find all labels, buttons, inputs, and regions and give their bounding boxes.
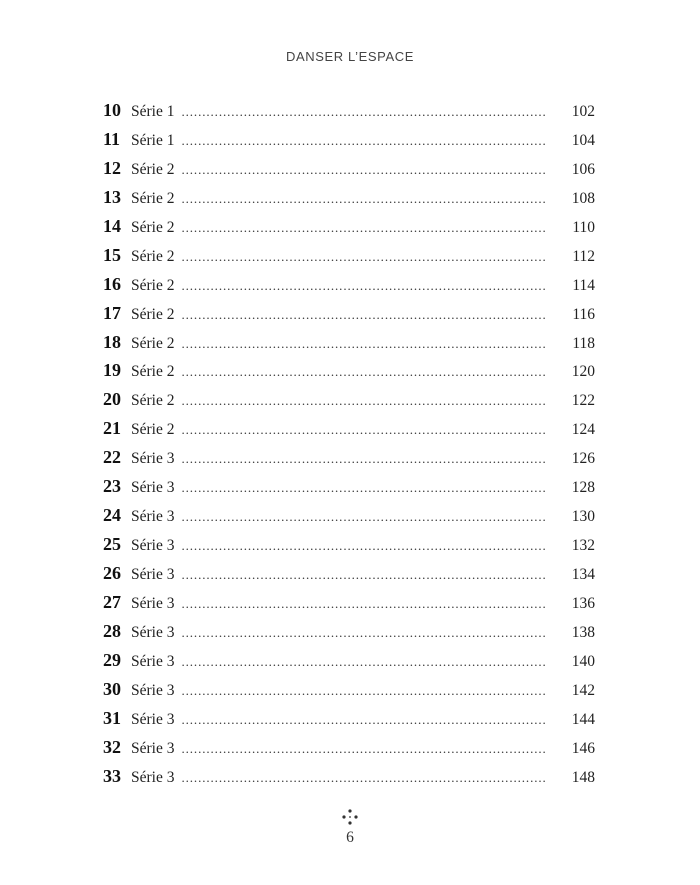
toc-entry-number: 29 (103, 649, 121, 670)
toc-entry-page: 110 (572, 218, 595, 236)
dot-leader (181, 474, 547, 503)
toc-entry-title: Série 3 (131, 566, 175, 583)
toc-entry-title: Série 2 (131, 247, 175, 265)
toc-entry (103, 154, 595, 183)
toc-entry-number: 10 (103, 100, 121, 120)
toc-entry-page: 126 (571, 450, 595, 468)
toc-entry-title: Série 2 (131, 305, 175, 323)
toc-entry-title: Série 3 (131, 681, 175, 699)
toc-entry-number: 16 (103, 273, 121, 294)
dot-leader (181, 185, 547, 214)
toc-entry-page: 116 (572, 305, 595, 323)
dot-leader (181, 243, 547, 272)
toc-entry-number: 22 (103, 447, 121, 468)
dot-leader (181, 156, 547, 185)
toc-entry (103, 270, 595, 299)
toc-entry-title: Série 2 (131, 334, 175, 352)
toc-entry (103, 328, 595, 357)
dot-leader (181, 764, 547, 793)
toc-entry-number: 24 (103, 505, 121, 526)
toc-entry-title: Série 3 (131, 537, 175, 555)
dot-leader (181, 706, 547, 735)
dot-leader (181, 387, 547, 416)
toc-entry-page: 148 (571, 768, 595, 786)
toc-entry-page: 122 (571, 392, 595, 410)
toc-entry (103, 443, 595, 472)
toc-entry-page: 138 (571, 623, 595, 641)
toc-entry-title: Série 2 (131, 421, 175, 439)
toc-entry-title: Série 2 (131, 189, 175, 207)
toc-entry-number: 25 (103, 534, 121, 555)
toc-entry (103, 675, 595, 704)
dot-leader (181, 532, 547, 561)
toc-entry-title: Série 3 (131, 739, 175, 757)
dot-leader (181, 590, 547, 619)
toc-entry-title: Série 1 (131, 131, 175, 149)
toc-entry-number: 32 (103, 736, 121, 757)
toc-entry (103, 617, 595, 646)
dot-leader (181, 214, 547, 243)
toc-entry-title: Série 3 (131, 652, 175, 670)
toc-entry (103, 96, 595, 125)
toc-entry-page: 144 (571, 710, 595, 728)
toc-entry-page: 114 (572, 276, 595, 294)
toc-entry (103, 559, 595, 588)
toc-entry-page: 112 (572, 247, 595, 265)
toc-entry (103, 588, 595, 617)
dot-leader (181, 416, 547, 445)
toc-entry-title: Série 2 (131, 392, 175, 410)
page-number: 6 (346, 829, 354, 846)
toc-entry-page: 102 (571, 103, 595, 120)
toc-entry-number: 28 (103, 620, 121, 641)
toc-entry (103, 385, 595, 414)
toc-entry-title: Série 3 (131, 594, 175, 612)
toc-entry (103, 212, 595, 241)
toc-entry-number: 33 (103, 765, 121, 786)
toc-entry-number: 14 (103, 215, 121, 236)
toc-entry-page: 134 (571, 566, 595, 583)
toc-entry-page: 104 (571, 131, 595, 149)
toc-entry-title: Série 3 (131, 768, 175, 786)
toc-entry (103, 414, 595, 443)
toc-entry (103, 356, 595, 385)
dot-leader (181, 445, 547, 474)
dot-leader (181, 648, 547, 677)
toc-entry (103, 472, 595, 501)
toc-entry-number: 11 (103, 128, 121, 149)
toc-entry-page: 124 (571, 421, 595, 439)
running-header: DANSER L’ESPACE (286, 49, 414, 64)
toc-entry-title: Série 3 (131, 623, 175, 641)
dot-leader (181, 330, 547, 359)
toc-entry-title: Série 2 (131, 276, 175, 294)
toc-entry (103, 183, 595, 212)
toc-entry (103, 530, 595, 559)
toc-entry-title: Série 3 (131, 508, 175, 526)
dot-leader (181, 677, 547, 706)
toc-entry (103, 299, 595, 328)
toc-entry-title: Série 2 (131, 363, 175, 381)
toc-entry-number: 26 (103, 563, 121, 583)
toc-entry-page: 120 (571, 363, 595, 381)
dot-leader (181, 98, 547, 127)
toc-entry-page: 118 (572, 334, 595, 352)
toc-entry-page: 128 (571, 479, 595, 497)
toc-entry-page: 140 (571, 652, 595, 670)
toc-entry-number: 30 (103, 678, 121, 699)
toc-entry-number: 12 (103, 157, 121, 178)
dot-leader (181, 619, 547, 648)
toc-entry (103, 125, 595, 154)
toc-entry-page: 130 (571, 508, 595, 526)
toc-entry-number: 18 (103, 331, 121, 352)
four-dot-ornament-icon (338, 808, 362, 826)
toc-entry (103, 704, 595, 733)
dot-leader (181, 301, 547, 330)
toc-entry-title: Série 3 (131, 479, 175, 497)
toc-entry-title: Série 2 (131, 160, 175, 178)
toc-entry (103, 733, 595, 762)
toc-entry-title: Série 2 (131, 218, 175, 236)
toc-entry-page: 106 (571, 160, 595, 178)
dot-leader (181, 735, 547, 764)
toc-entry-number: 27 (103, 591, 121, 612)
toc-entry-page: 136 (571, 594, 595, 612)
toc-entry-number: 23 (103, 476, 121, 497)
toc-entry-page: 146 (571, 739, 595, 757)
toc-entry-title: Série 3 (131, 450, 175, 468)
toc-entry-page: 132 (571, 537, 595, 555)
dot-leader (181, 358, 547, 387)
toc-entry-page: 108 (571, 189, 595, 207)
toc-entry-page: 142 (571, 681, 595, 699)
toc-entry-number: 19 (103, 360, 121, 381)
dot-leader (181, 127, 547, 156)
toc-entry-title: Série 1 (131, 103, 175, 120)
toc-entry-number: 13 (103, 186, 121, 207)
toc-entry-title: Série 3 (131, 710, 175, 728)
toc-entry (103, 241, 595, 270)
toc-entry-number: 15 (103, 244, 121, 265)
toc-entry (103, 501, 595, 530)
toc-entry-number: 21 (103, 418, 121, 439)
toc-entry-number: 20 (103, 389, 121, 410)
toc-entry (103, 646, 595, 675)
toc-entry-number: 17 (103, 302, 121, 323)
dot-leader (181, 272, 547, 301)
dot-leader (181, 561, 547, 590)
dot-leader (181, 503, 547, 532)
toc-entry (103, 762, 595, 791)
table-of-contents (103, 96, 595, 791)
toc-entry-number: 31 (103, 707, 121, 728)
